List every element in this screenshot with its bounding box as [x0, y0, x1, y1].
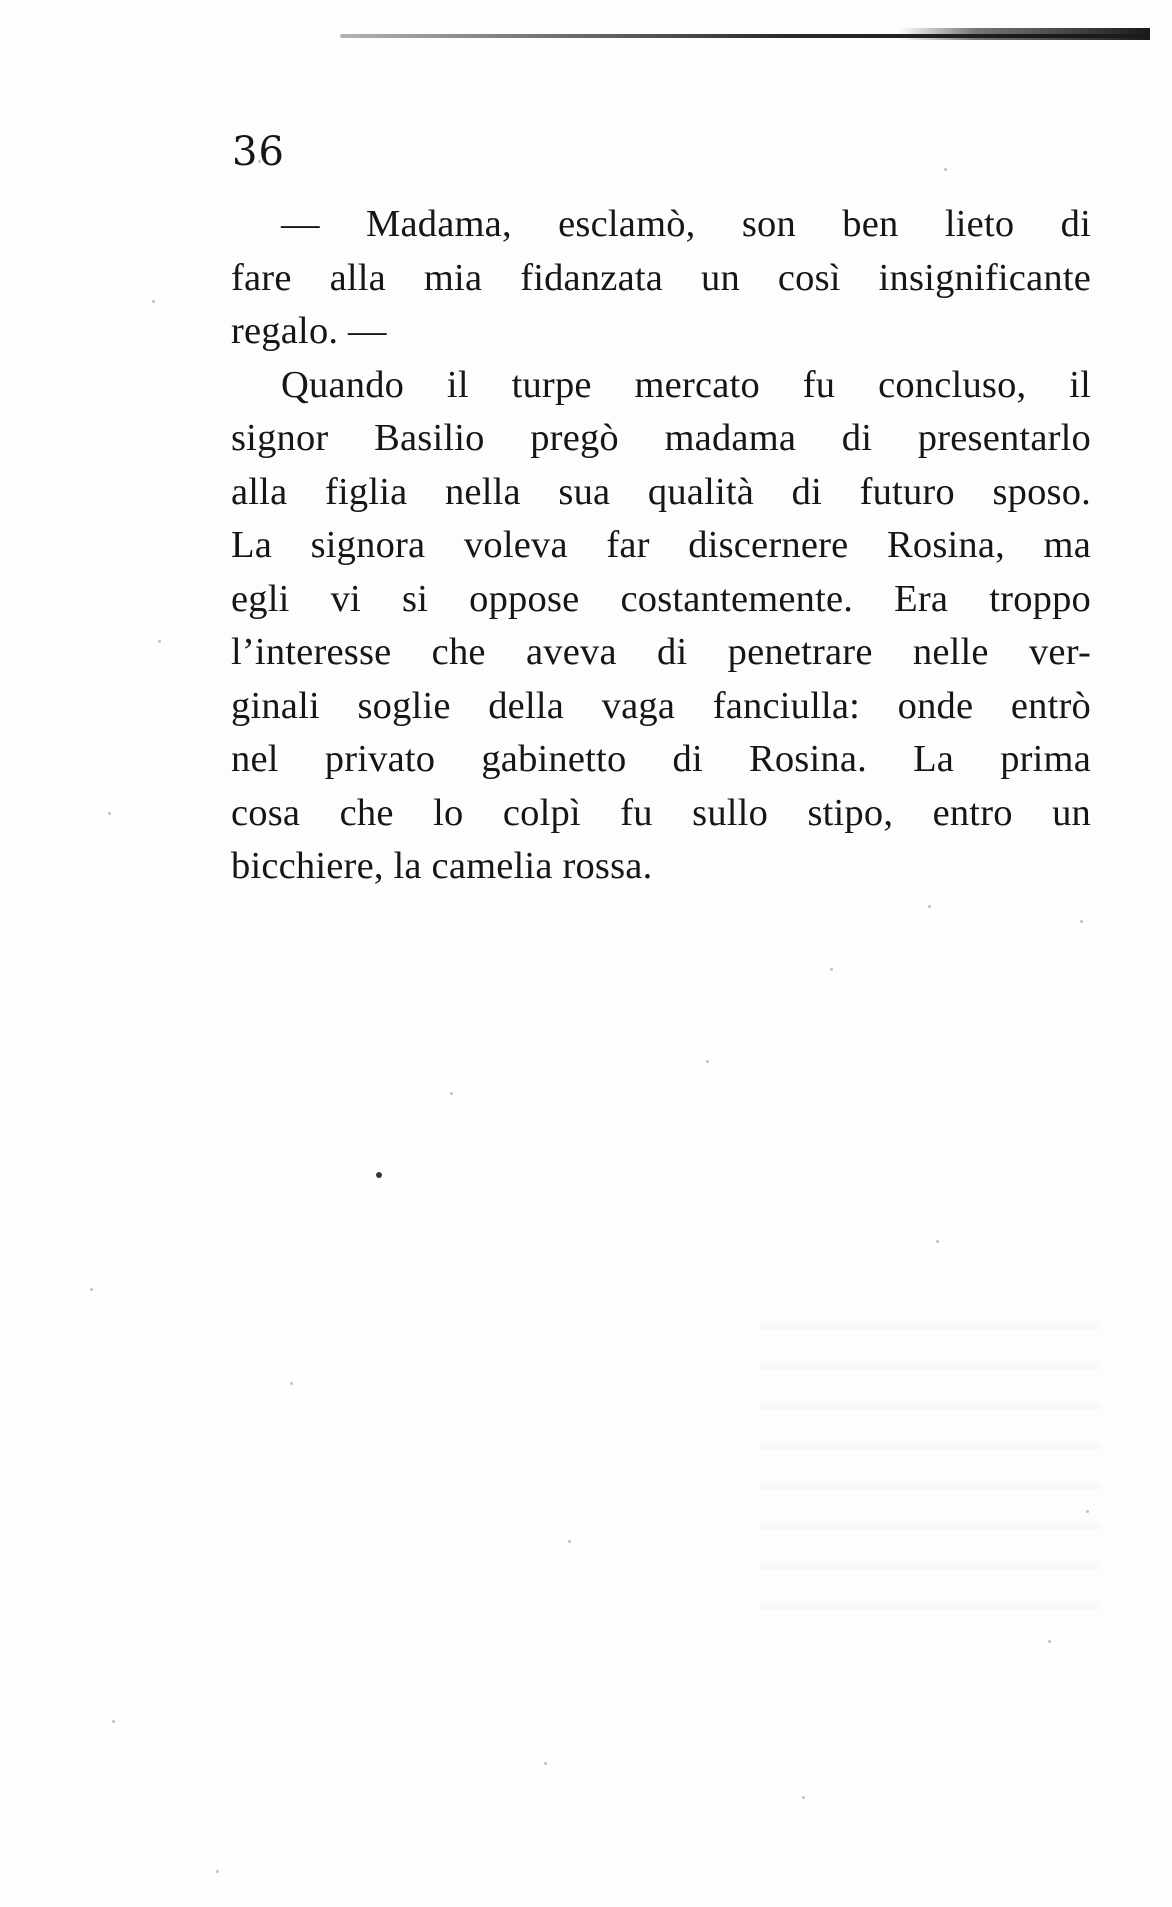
scan-speck [152, 300, 155, 303]
text-line: regalo. — [231, 310, 387, 352]
scan-speck [544, 1762, 547, 1765]
text-line: bicchiere, la camelia rossa. [231, 845, 653, 887]
scan-speck [706, 1060, 709, 1063]
scan-speck [802, 1796, 805, 1799]
text-line: alla figlia nella sua qualità di futuro sposo. [231, 470, 1091, 513]
scan-speck [1080, 920, 1083, 923]
scan-speck [450, 1092, 453, 1095]
text-line: nel privato gabinetto di Rosina. La prima [231, 738, 1091, 780]
text-line: Quando il turpe mercato fu concluso, il [281, 363, 1091, 406]
scan-speck [936, 1240, 939, 1243]
scan-speck [830, 968, 833, 971]
scan-speck [158, 640, 161, 643]
page-number: 36 [232, 129, 285, 175]
scan-speck [928, 905, 931, 908]
text-line: La signora voleva far discernere Rosina, ma [231, 524, 1091, 566]
text-line: ginali soglie della vaga fanciulla: onde entrò [231, 684, 1091, 727]
text-line: fare alla mia fidanzata un così insignificante [231, 256, 1091, 299]
scan-speck [376, 1172, 382, 1178]
text-line: l’interesse che aveva di penetrare nelle ver- [231, 631, 1091, 673]
scan-speck [568, 1540, 571, 1543]
text-line: signor Basilio pregò madama di presentarlo [231, 417, 1091, 459]
scan-speck [944, 168, 947, 171]
scan-speck [258, 160, 261, 163]
text-line: cosa che lo colpì fu sullo stipo, entro un [231, 791, 1091, 834]
bleed-through-shadow [760, 1300, 1100, 1640]
top-rule-smudge [900, 28, 1150, 40]
scan-speck [216, 1870, 219, 1873]
scan-speck [290, 1382, 293, 1385]
scan-speck [1086, 1510, 1089, 1513]
text-line: egli vi si oppose costantemente. Era troppo [231, 577, 1091, 620]
scan-speck [108, 812, 111, 815]
scan-speck [90, 1288, 93, 1291]
text-line: — Madama, esclamò, son ben lieto di [281, 203, 1091, 245]
scan-speck [1048, 1640, 1051, 1643]
body-text [231, 198, 1091, 894]
scan-speck [112, 1720, 115, 1723]
